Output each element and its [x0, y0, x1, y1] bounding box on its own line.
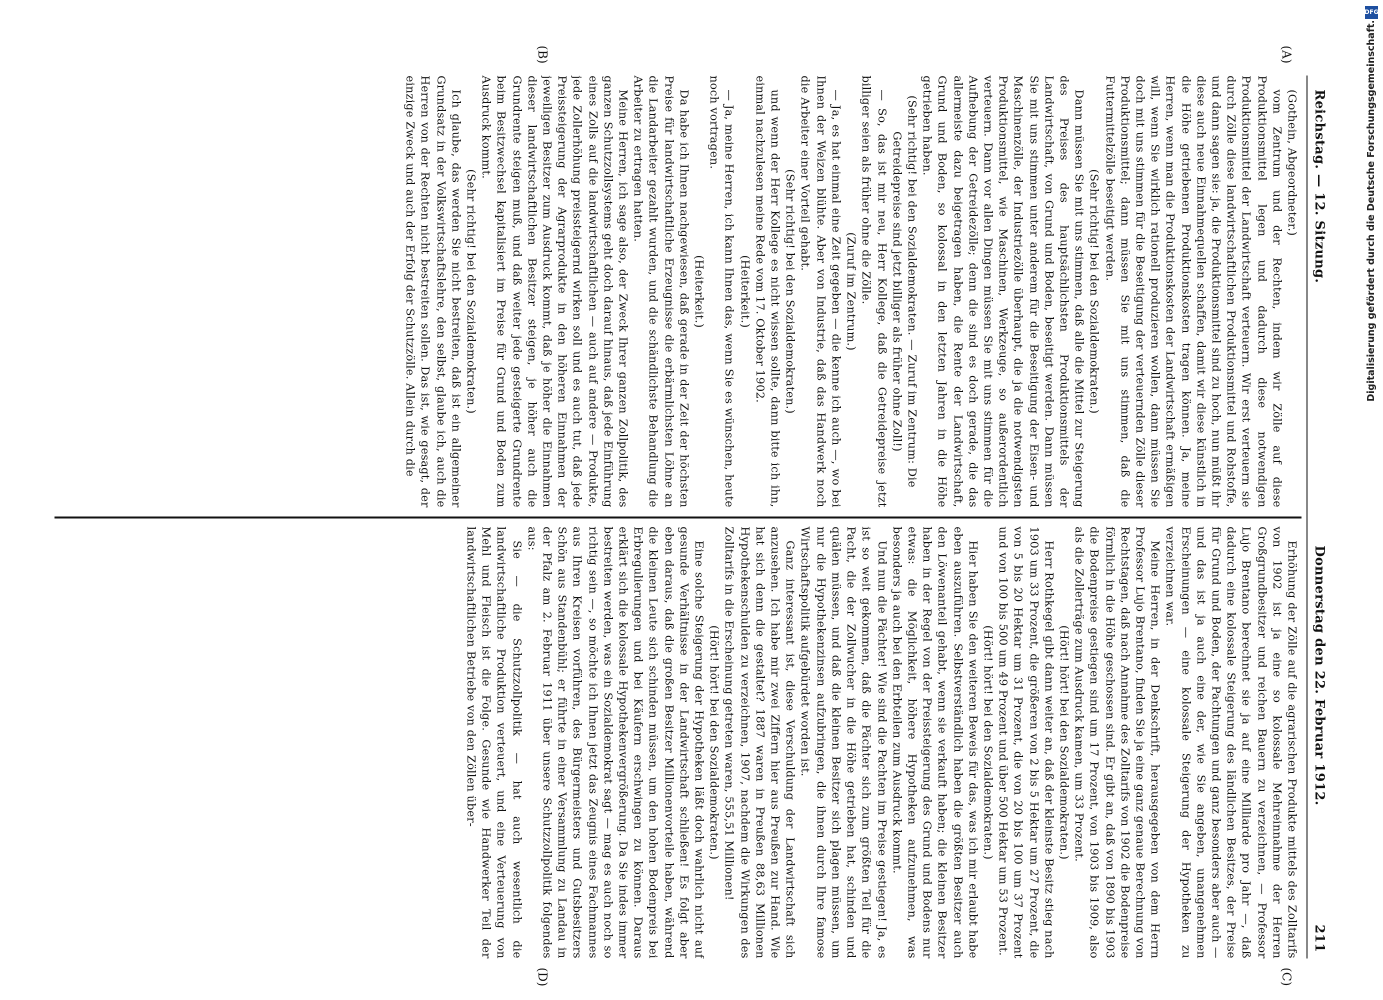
left-column-text: [402, 75, 1299, 507]
rotated-page: [54, 45, 1329, 986]
paragraph: Meine Herren, ich sage also, der Zweck Ihrer ganzen Zollpolitik, des ganzen Schutzzollsystems geht doch darauf hinaus, daß jede Einführung eines Zolls auf die landwirtschaftlichen — auch auf andere — Produkte, jede Zollerhöhung preissteigernd wirken soll und es auch tut, daß jede Preissteigerung der Agrarprodukte in den höheren Einnahmen der jeweiligen Besitzer zum Ausdruck kommt, daß je höher die Einnahmen dieser landwirtschaftlichen Besitzer steigen, je höher auch die Grundrente steigen muß, und daß weiter jede gesteigerte Grundrente beim Besitzwechsel kapitalisiert im Preise für Grund und Boden zum Ausdruck kommt.: [479, 75, 630, 507]
running-header: [1306, 75, 1329, 958]
margin-marker-d: (D): [535, 967, 549, 986]
paragraph: und wenn der Herr Kollege es nicht wissen sollte, dann bitte ich ihn, einmal nachzulesen meine Rede vom 17. Oktober 1902.: [752, 75, 782, 507]
paragraph: Da habe ich Ihnen nachgewiesen, daß gerade in der Zeit der höchsten Preise für landwirtschaftliche Erzeugnisse die erbärmlichsten Löhne an die Landarbeiter gezahlt wurden, und die schändlichste Behandlung die Arbeiter zu ertragen hatten.: [631, 75, 690, 507]
interjection: (Sehr richtig! bei den Sozialdemokraten.): [1087, 168, 1101, 414]
paragraph: Ich glaube, das werden Sie nicht bestreiten, daß ist ein allgemeiner Grundsatz in der Volkswirtschaftslehre, den selbst, glaube ich, auch die Herren von der Rechten nicht bestreiten sollen. Das ist, wie gesagt, der einzige Zweck und auch der Erfolg der Schutzzölle. Allein durch die: [403, 75, 462, 507]
paragraph: — Ja, meine Herren, ich kann Ihnen das, wenn Sie es wünschen, heute noch vortragen.: [707, 75, 736, 507]
interjection: (Heiterkeit.): [692, 254, 706, 328]
interjection: (Sehr richtig! bei den Sozialdemokraten.): [783, 168, 797, 414]
interjection: (Zuruf im Zentrum.): [844, 231, 858, 351]
header-left: Reichstag. — 12. Sitzung.: [1311, 89, 1326, 283]
left-column: [54, 75, 1299, 507]
dfg-logo: DFG: [1365, 6, 1378, 19]
right-column-text: [463, 526, 1299, 958]
paragraph: Herr Rothkegel gibt dann weiter an, daß der kleinste Besitz stieg nach 1903 um 33 Prozent, die größeren von 2 bis 5 Hektar um 27 Prozent, die von 5 bis 20 Hektar um 31 Prozent, die von 20 bis 100 um 37 Prozent und von 100 bis 500 um 49 Prozent und über 500 Hektar um 53 Prozent.: [996, 526, 1055, 958]
interjection: (Heiterkeit.): [737, 254, 751, 328]
interjection: (Sehr richtig! bei den Sozialdemokraten.): [464, 168, 478, 414]
paragraph: vom Zentrum und der Rechten, indem wir Zölle auf diese Produktionsmittel legen und dadurch diese notwendigen Produktionsmittel der Landwirtschaft verteuern. Wir erst verteuern sie durch Zölle diese landwirtschaftlichen Produktionsmittel und Rohstoffe, und dann sagen sie: ja, die Produktionsmittel sind zu hoch, nun müßt ihr diese auch neue Einnahmequellen schaffen, damit wir diese künstlich in die Höhe getriebenen Produktionskosten tragen können. Ja, meine Herren, wenn man die Produktionskosten der Landwirtschaft ermäßigen will, wenn Sie wirklich rationell produzieren wollen, dann müssen Sie doch mit uns stimmen für die Beseitigung der verteuernden Zölle dieser Produktionsmittel; dann müssen Sie mit uns stimmen, daß die Futtermittelzölle beseitigt werden.: [1102, 75, 1283, 507]
paragraph: Und nun die Pächter! Wie sind die Pachten im Preise gestiegen! Ja, es ist so weit gekommen, daß die Pächter sich zum größten Teil für die Pacht, die der Zollwucher in die Höhe getrieben hat, schinden und quälen müssen, und daß die kleinen Besitzer sich plagen müssen, um nur die Hypothekenzinsen aufzubringen, die ihnen durch Ihre famose Wirtschaftspolitik aufgebürdet worden ist.: [798, 526, 888, 958]
margin-marker-b: (B): [535, 45, 549, 64]
interjection: (Hört! hört! bei den Sozialdemokraten.): [1056, 624, 1070, 860]
paragraph: (Gothein, Abgeordneter.): [1285, 89, 1298, 236]
paragraph: Meine Herren, in der Denkschrift, herausgegeben von dem Herrn Professor Lujo Brentano, finden Sie ja eine ganz genaue Berechnung von Rechtstagen, daß nach Annahme des Zolltarifs von 1902 die Bodenpreise förmlich in die Höhe geschossen sind. Er gibt an, daß von 1890 bis 1903 die Bodenpreise gestiegen sind um 17 Prozent, von 1903 bis 1909, also als die Zollerträge zum Ausdruck kamen, um 33 Prozent.: [1072, 526, 1162, 958]
interjection: (Hört! hört! bei den Sozialdemokraten.): [707, 624, 721, 860]
margin-marker-c: (C): [1279, 967, 1293, 986]
interjection: (Sehr richtig! bei den Sozialdemokraten. — Zuruf im Zentrum: Die Getreidepreise sind jetzt billiger als früher ohne Zoll!): [889, 94, 918, 488]
paragraph: — So, das ist mir neu, Herr Kollege, daß die Getreidepreise jetzt billiger seien als früher ohne die Zölle.: [859, 75, 888, 507]
page-number: 211: [1311, 923, 1326, 952]
header-date: Donnerstag den 22. Februar 1912.: [1311, 545, 1326, 806]
margin-marker-a: (A): [1279, 45, 1293, 64]
interjection: (Hört! hört! bei den Sozialdemokraten.): [980, 624, 994, 860]
paragraph: Dann müssen Sie mit uns stimmen, daß alle die Mittel zur Steigerung des Preises des hauptsächlichsten Produktionsmittels der Landwirtschaft, von Grund und Boden, beseitigt werden. Dann müssen Sie mit uns stimmen unter anderem für die Beseitigung der Eisen- und Maschinenzölle, der Industriezölle überhaupt, die ja die notwendigsten Produktionsmittel, wie Maschinen, Werkzeuge, so außerordentlich verteuern. Dann vor allen Dingen müssen Sie mit uns stimmen für die Aufhebung der Getreidezölle; denn die sind es doch gerade, die das allermeiste dazu beigetragen haben, die Rente der Landwirtschaft, Grund und Boden, so kolossal in den letzten Jahren in die Höhe getrieben haben.: [920, 75, 1086, 507]
digitization-credit: Digitalisierung gefördert durch die Deutsche Forschungsgemeinschaft.: [1366, 20, 1377, 402]
column-divider: [54, 516, 1301, 518]
paragraph: — Ja, es hat einmal eine Zeit gegeben — die kenne ich auch —, wo bei Ihnen der Weizen blühte. Aber von Industrie, daß das Handwerk noch die Arbeiter einer Vorteil gehabt.: [798, 75, 842, 507]
paragraph: Hier haben Sie den weiteren Beweis für das, was ich mir erlaubt habe eben auszuführen. Selbstverständlich haben die größten Besitzer auch den Löwenanteil gehabt, wenn sie verkauft haben; die kleinen Besitzer haben in der Regel von der Preissteigerung des Grund und Bodens nur etwas: die Möglichkeit, höhere Hypotheken aufzunehmen, was besonders ja auch bei den Erbteilen zum Ausdruck kommt.: [889, 526, 979, 958]
paragraph: Erhöhung der Zölle auf die agrarischen Produkte mittels des Zolltarifs von 1902 ist ja eine so kolossale Mehreinnahme der Herren Großgrundbesitzer und reichen Bauern zu verzeichnen, — Professor Lujo Brentano berechnet sie ja auf eine Milliarde pro Jahr —, daß dadurch eine kolossale Steigerung des ländlichen Besitzes, der Preise für Grund und Boden, der Pachtungen und ganz besonders aber auch — und das ist ja auch eine der, wie Sie angeben, unangenehmen Erscheinungen — eine kolossale Steigerung der Hypotheken zu verzeichnen war.: [1163, 526, 1298, 958]
paragraph: Ganz interessant ist, diese Verschuldung der Landwirtschaft sich anzusehen. Ich habe mir zwei Ziffern hier aus Preußen zur Hand. Wie hat sich denn die gestaltet? 1887 waren in Preußen 88,63 Millionen Hypothekenschulden zu verzeichnen, 1907, nachdem die Wirkungen des Zolltarifs in die Erscheinung getreten waren, 555,51 Millionen!: [722, 526, 797, 958]
right-column: [54, 526, 1299, 958]
paragraph: Eine solche Steigerung der Hypotheken läßt doch wahrlich nicht auf gesunde Verhältnisse in der Landwirtschaft schließen! Es folgt aber eben daraus, daß die großen Besitzer Millionenvorteile haben, während die kleinen Leute sich schinden müssen, um den hohen Bodenpreis bei Erbregulierungen und bei Käufern erschwingen zu können. Daraus erklärt sich die kolossale Hypothekenvergrößerung. Da Sie indes immer bestreiten werden, was ein Sozialdemokrat sagt — mag es auch noch so richtig sein —, so möchte ich Ihnen jetzt das Zeugnis eines Fachmannes aus Ihren Kreisen vorführen, des Bürgermeisters und Gutsbesitzers Schön aus Standenbühl; er führte in einer Versammlung zu Landau in der Pfalz am 2. Februar 1911 über unsere Schutzzollpolitik folgendes aus:: [524, 526, 706, 958]
paragraph: Sie — die Schutzzollpolitik — hat auch wesentlich die landwirtschaftliche Produktion verteuert, und eine Verteuerung von Mehl und Fleisch ist die Folge. Gesunde wie Handwerker Teil der landwirtschaftlichen Betriebe von den Zöllen über-: [464, 526, 523, 958]
